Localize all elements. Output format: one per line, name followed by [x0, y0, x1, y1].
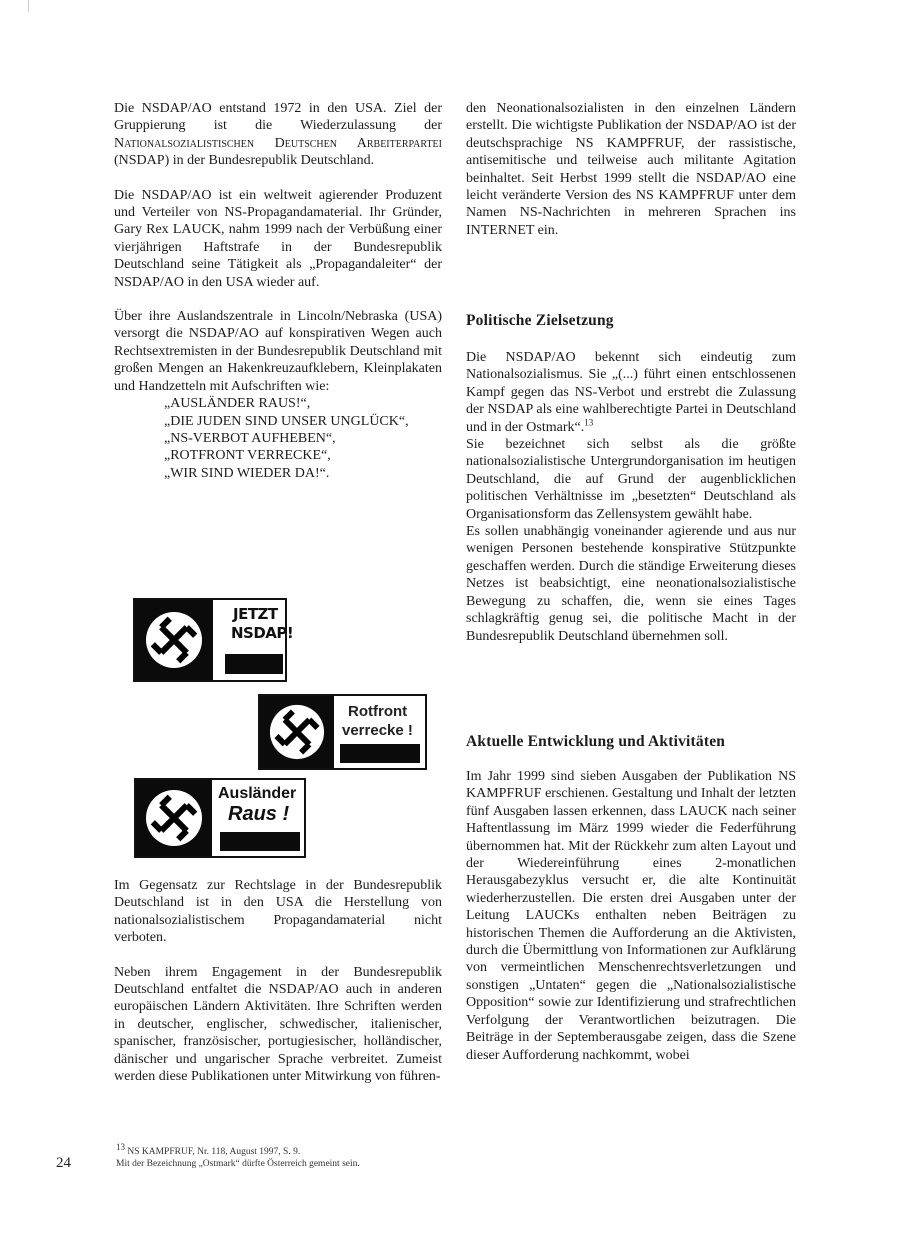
- paragraph-activities: Im Jahr 1999 sind sieben Ausgaben der Publikation NS KAMPFRUF erschienen. Gestaltung und Inhalt der letzten fünf Ausgaben lassen erkennen, dass LAUCK nach seiner Haftentlassung im März 1999 wieder die Federführung übernommen hat. Mit der Rückkehr zum alten Layout und der Wiedereinführung eines 2-monatlichen Herausgabezyklus versucht er, die alte Kontinuität wiederherzustellen. Die ersten drei Ausgaben unter der Leitung LAUCKs enthalten neben Beiträgen zu historischen Themen die Aufforderung an die Aktivisten, durch die Übermittlung von Informationen zur Aufklärung von vermeintlichen Menschenrechtsverletzungen und sonstigen „Untaten“ gegen die „Nationalsozialistische Opposition“ sowie zur Identifizierung und strafrechtlichen Verfolgung der Verantwortlichen beizutragen. Die Beiträge in der Septemberausgabe zeigen, dass die Szene dieser Aufforderung nachkommt, wobei: [466, 769, 796, 1063]
- redaction-bar: [340, 744, 420, 763]
- right-column: [466, 100, 796, 256]
- heading-political-goals: Politische Zielsetzung: [466, 312, 614, 329]
- swastika-emblem: [260, 696, 334, 768]
- swastika-icon: [144, 610, 204, 670]
- sticker-jetzt-nsdap: [133, 598, 294, 682]
- slogan-item: „AUSLÄNDER RAUS!“,: [164, 396, 311, 412]
- swastika-emblem: [136, 780, 212, 856]
- slogan-item: „ROTFRONT VERRECKE“,: [164, 448, 331, 464]
- paragraph-network: Es sollen unabhängig voneinander agierende und aus nur wenigen Personen bestehende konspirative Stützpunkte geschaffen werden. Durch die ständige Erweiterung dieses Netzes ist beabsichtigt, eine neonationalsozialistische Bewegung zu schaffen, die, wenn sie eines Tages schlagkräftig genug sei, die politische Macht in der Bundesrepublik Deutschland übernehmen soll.: [466, 524, 796, 644]
- paragraph-legal: Im Gegensatz zur Rechtslage in der Bundesrepublik Deutschland ist in den USA die Herstellung von nationalsozialistischem Propagandamaterial nicht verboten.: [114, 878, 442, 946]
- slogan-list: [164, 395, 442, 482]
- swastika-emblem: [135, 600, 213, 680]
- paragraph-goals: Die NSDAP/AO bekennt sich eindeutig zum Nationalsozialismus. Sie „(...) führt einen entschlossenen Kampf gegen das NS-Verbot und erstrebt die Zulassung der NSDAP als eine wahlberechtigte Partei in Deutschland und in der Ostmark“.$^{13}$: [466, 350, 796, 435]
- paragraph-origin: Die NSDAP/AO entstand 1972 in den USA. Ziel der Gruppierung ist die Wiederzulassung der Nationalsozialistischen Deutschen Arbeiterpartei (NSDAP) in der Bundesrepublik Deutschland.: [114, 101, 442, 169]
- sticker-rotfront: [258, 694, 427, 770]
- left-column: [114, 100, 442, 482]
- footnote-ref: 13: [584, 416, 594, 427]
- redaction-bar: [220, 832, 300, 851]
- footnote: [116, 1141, 360, 1170]
- footnote-line: NS KAMPFRUF, Nr. 118, August 1997, S. 9.: [127, 1147, 301, 1157]
- page-number: 24: [56, 1155, 71, 1171]
- footnote-number: 13: [116, 1141, 125, 1152]
- right-column-activities: [466, 768, 796, 1081]
- paragraph-kampfruf: den Neonationalsozialisten in den einzelnen Ländern erstellt. Die wichtigste Publikation der NSDAP/AO ist der deutschsprachige NS KAMPFRUF, der rassistische, antisemitische und teilweise auch militante Agitation beinhaltet. Seit Herbst 1999 stellt die NSDAP/AO eine leicht veränderte Version des NS KAMPFRUF unter dem Namen NS-Nachrichten in mehreren Sprachen ins INTERNET ein.: [466, 101, 796, 238]
- right-column-goals: [466, 349, 796, 645]
- paragraph-europe: Neben ihrem Engagement in der Bundesrepublik Deutschland entfaltet die NSDAP/AO auch in anderen europäischen Ländern Aktivitäten. Ihre Schriften werden in deutscher, englischer, schwedischer, italienischer, spanischer, französischer, portugiesischer, holländischer, dänischer und ungarischer Sprache verbreitet. Zumeist werden diese Publikationen unter Mitwirkung von führen-: [114, 964, 442, 1085]
- paragraph-producer: Die NSDAP/AO ist ein weltweit agierender Produzent und Verteiler von NS-Propagandamaterial. Ihr Gründer, Gary Rex LAUCK, nahm 1999 nach der Verbüßung einer vierjährigen Haftstrafe in der Bundesrepublik Deutschland seine Tätigkeit als „Propagandaleiter“ der NSDAP/AO in den USA wieder auf.: [114, 187, 442, 290]
- sticker-text: Ausländer Raus !: [218, 785, 297, 825]
- sticker-text: JETZT NSDAP!: [231, 605, 294, 642]
- party-name: Nationalsozialistischen Deutschen Arbeiterpartei: [114, 135, 442, 151]
- heading-current-activities: Aktuelle Entwicklung und Aktivitäten: [466, 733, 726, 750]
- paragraph-distribution: Über ihre Auslandszentrale in Lincoln/Nebraska (USA) versorgt die NSDAP/AO auf konspirativen Wegen auch Rechtsextremisten in der Bundesrepublik Deutschland mit großen Mengen an Hakenkreuzaufklebern, Kleinplakaten und Handzetteln mit Aufschriften wie:: [114, 309, 442, 394]
- sticker-text: Rotfront verrecke !: [342, 703, 413, 739]
- scan-artifact: [28, 0, 29, 12]
- footnote-line: Mit der Bezeichnung „Ostmark“ dürfte Österreich gemeint sein.: [116, 1159, 360, 1169]
- redaction-bar: [225, 654, 283, 674]
- swastika-icon: [144, 788, 204, 848]
- paragraph-cells: Sie bezeichnet sich selbst als die größte nationalsozialistische Untergrundorganisation im heutigen Deutschland, die auf Grund der augenblicklichen politischen Verhältnisse im „besetzten“ Deutschland als Organisationsform das Zellensystem gewählt habe.: [466, 437, 796, 522]
- left-column-continued: [114, 877, 442, 1102]
- slogan-item: „WIR SIND WIEDER DA!“.: [164, 465, 330, 481]
- slogan-item: „NS-VERBOT AUFHEBEN“,: [164, 430, 336, 446]
- swastika-icon: [268, 703, 326, 761]
- slogan-item: „DIE JUDEN SIND UNSER UNGLÜCK“,: [164, 413, 409, 429]
- sticker-auslaender: [134, 778, 306, 858]
